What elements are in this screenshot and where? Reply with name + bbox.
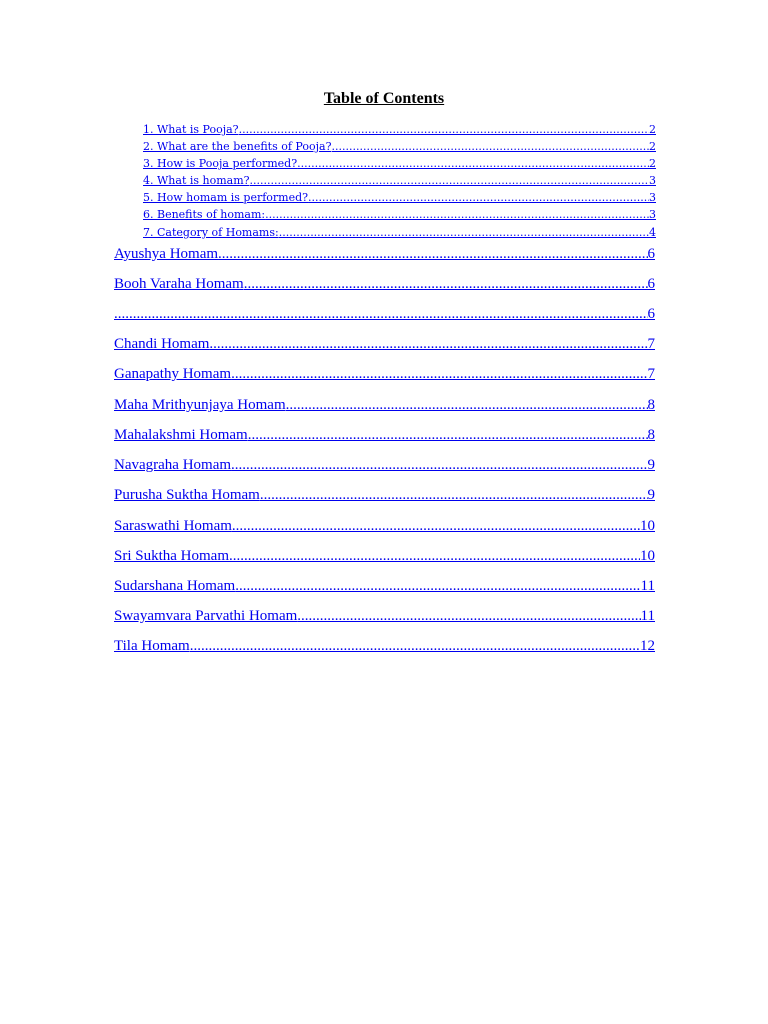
toc-page-number: 7 [647, 336, 655, 352]
toc-entry-swayamvara-parvathi-homam[interactable] [114, 607, 655, 625]
toc-page-number: 6 [647, 306, 655, 322]
toc-entry-sri-suktha-homam[interactable] [114, 547, 655, 565]
toc-leader [308, 191, 649, 205]
toc-leader [248, 426, 648, 444]
toc-page-number: 7 [647, 366, 655, 382]
toc-entry-label: Swayamvara Parvathi Homam [114, 608, 298, 624]
toc-entry-tila-homam[interactable] [114, 637, 655, 655]
toc-leader [250, 174, 649, 188]
toc-leader [231, 456, 647, 474]
toc-leader [229, 547, 640, 565]
toc-entry-label: 3. How is Pooja performed? [143, 157, 298, 170]
page-title: Table of Contents [323, 90, 445, 107]
toc-entry-label: Saraswathi Homam [114, 518, 232, 534]
toc-page-number: 3 [649, 208, 656, 221]
toc-page-number: 2 [649, 140, 656, 153]
toc-leader [114, 305, 648, 323]
toc-entry-label: 6. Benefits of homam: [143, 208, 266, 221]
toc-entry-label: Maha Mrithyunjaya Homam [114, 397, 286, 413]
toc-entry-purusha-suktha-homam[interactable] [114, 486, 655, 504]
toc-entry-what-is-homam[interactable] [143, 174, 656, 188]
toc-leader [235, 577, 640, 595]
toc-entry-benefits-of-homam[interactable] [143, 208, 656, 222]
toc-entry-label: Ayushya Homam [114, 246, 219, 262]
toc-page-number: 3 [649, 174, 656, 187]
toc-entry-label: 2. What are the benefits of Pooja? [143, 140, 332, 153]
toc-page-number: 8 [647, 427, 655, 443]
toc-page-number: 11 [640, 608, 655, 624]
toc-leader [231, 365, 647, 383]
toc-entry-how-homam-performed[interactable] [143, 191, 656, 205]
toc-leader [239, 123, 649, 137]
toc-page-number: 10 [640, 518, 655, 534]
toc-entry-label: Sudarshana Homam [114, 578, 236, 594]
toc-page-number: 11 [640, 578, 655, 594]
toc-page-number: 9 [647, 487, 655, 503]
toc-entry-label: 5. How homam is performed? [143, 191, 309, 204]
toc-entry-untitled[interactable] [114, 305, 655, 323]
toc-leader [297, 607, 640, 625]
toc-page-number: 4 [649, 226, 656, 239]
toc-page-number: 3 [649, 191, 656, 204]
toc-leader [265, 208, 649, 222]
toc-entry-label: Ganapathy Homam [114, 366, 232, 382]
toc-entry-label: 4. What is homam? [143, 174, 250, 187]
toc-page-number: 6 [647, 246, 655, 262]
toc-entry-label: Tila Homam [114, 638, 190, 654]
toc-entry-navagraha-homam[interactable] [114, 456, 655, 474]
toc-entry-label: Chandi Homam [114, 336, 210, 352]
toc-entry-label: Purusha Suktha Homam [114, 487, 260, 503]
toc-page-number: 2 [649, 157, 656, 170]
toc-leader [209, 335, 647, 353]
toc-entry-benefits-of-pooja[interactable] [143, 140, 656, 154]
toc-leader [190, 637, 640, 655]
toc-entry-booh-varaha-homam[interactable] [114, 275, 655, 293]
toc-entry-chandi-homam[interactable] [114, 335, 655, 353]
toc-entry-label: Sri Suktha Homam [114, 548, 229, 564]
toc-entry-mahalakshmi-homam[interactable] [114, 426, 655, 444]
toc-page-number: 12 [640, 638, 655, 654]
toc-page-number: 8 [647, 397, 655, 413]
toc-page-number: 2 [649, 123, 656, 136]
toc-leader [218, 245, 647, 263]
toc-leader [244, 275, 648, 293]
toc-entry-category-of-homams[interactable] [143, 226, 656, 240]
toc-leader [260, 486, 648, 504]
toc-entry-ganapathy-homam[interactable] [114, 365, 655, 383]
toc-entry-label: Mahalakshmi Homam [114, 427, 248, 443]
toc-entry-saraswathi-homam[interactable] [114, 517, 655, 535]
toc-page-number: 10 [640, 548, 655, 564]
toc-entry-how-pooja-performed[interactable] [143, 157, 656, 171]
toc-entry-label: 7. Category of Homams: [143, 226, 279, 239]
toc-leader [279, 226, 649, 240]
toc-entry-ayushya-homam[interactable] [114, 245, 655, 263]
toc-leader [232, 517, 640, 535]
toc-entry-what-is-pooja[interactable] [143, 123, 656, 137]
toc-entry-sudarshana-homam[interactable] [114, 577, 655, 595]
toc-entry-maha-mrithyunjaya-homam[interactable] [114, 396, 655, 414]
toc-leader [286, 396, 648, 414]
toc-page-number: 9 [647, 457, 655, 473]
toc-page-number: 6 [647, 276, 655, 292]
toc-leader [332, 140, 650, 154]
toc-entry-label: Navagraha Homam [114, 457, 232, 473]
toc-entry-label: Booh Varaha Homam [114, 276, 244, 292]
toc-leader [297, 157, 649, 171]
toc-entry-label: 1. What is Pooja? [143, 123, 239, 136]
